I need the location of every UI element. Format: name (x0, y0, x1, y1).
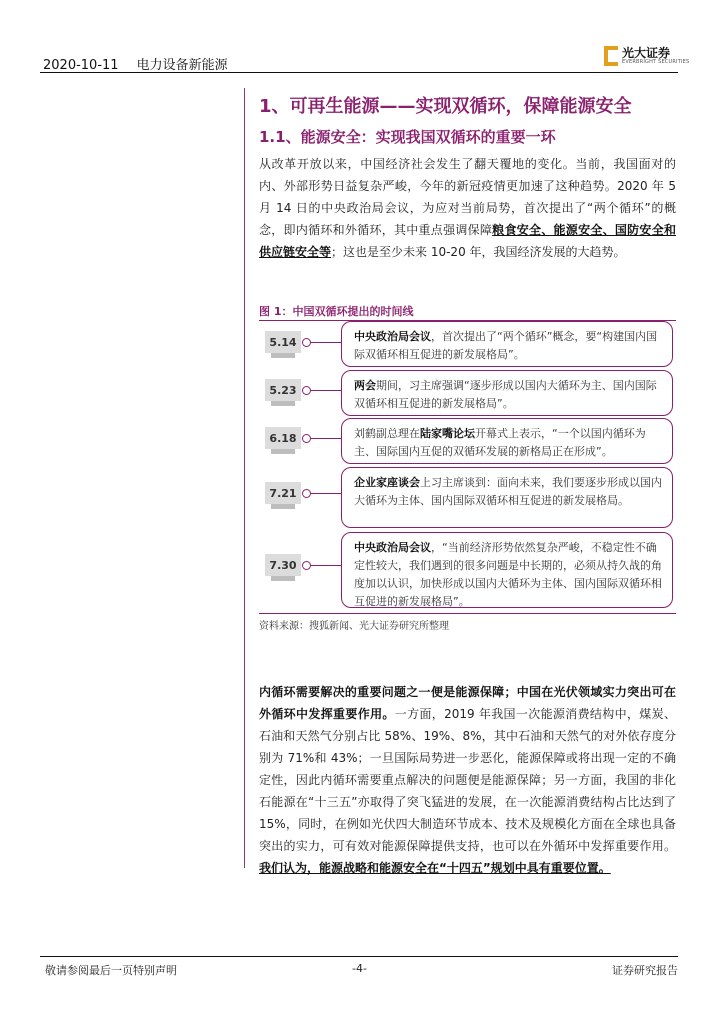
footer-divider (40, 956, 678, 957)
logo-mark-icon (604, 46, 618, 66)
analysis-lead: 内循环需要解决的重要问题之一便是能源保障；中国在光伏领域实力突出可在外循环中发挥重要作用。 (259, 685, 676, 721)
intro-emphasis: 粮食安全、能源安全、国防安全和供应链安全等 (259, 223, 676, 259)
header-left (43, 54, 246, 73)
event-title: 陆家嘴论坛 (420, 427, 475, 440)
event-title: 中央政治局会议 (354, 330, 431, 343)
timeline-card (341, 321, 673, 367)
timeline-dot-icon (302, 489, 311, 498)
analysis-text: 一方面，2019 年我国一次能源消费结构中，煤炭、石油和天然气分别占比 58%、19%、8%，其中石油和天然气的对外依存度分别为 71%和 43%；一旦国际局势进一步恶化，能源保障或将出现一定的不确定性，因此内循环需要重点解决的问题便是能源保障；另一方面，我国的非化石能源在“十三五”亦取得了突飞猛进的发展，在一次能源消费结构占比达到了 15%，同时，在例如光伏四大制造环节成本、技术及规模化方面在全球也具备突出的实力，可有效对能源保障提供支持，也可以在外循环中发挥重要作用。 (259, 707, 676, 853)
timeline-date: 5.23 (265, 379, 301, 401)
timeline-connector (311, 438, 341, 439)
analysis-paragraph (259, 681, 676, 879)
event-text: 期间，习主席强调“逐步形成以国内大循环为主、国内国际双循环相互促进的新发展格局”。 (354, 379, 657, 410)
intro-paragraph (259, 153, 676, 263)
timeline-connector (311, 565, 341, 566)
analysis-conclusion: 我们认为，能源战略和能源安全在“十四五”规划中具有重要位置。 (259, 861, 611, 875)
timeline-card (341, 532, 673, 608)
timeline-dot-icon (302, 434, 311, 443)
timeline-connector (311, 342, 341, 343)
figure-title: 图 1：中国双循环提出的时间线 (259, 305, 414, 318)
event-text: ，首次提出了“两个循环”概念，要“构建国内国际双循环相互促进的新发展格局”。 (354, 330, 658, 361)
timeline-date: 5.14 (265, 331, 301, 353)
subsection-heading: 1.1、能源安全：实现我国双循环的重要一环 (259, 128, 556, 146)
event-prefix: 刘鹤副总理在 (354, 427, 420, 440)
section-side-rule (244, 88, 245, 868)
timeline-date: 7.21 (265, 482, 301, 504)
intro-text-end: ；这也是至少未来 10-20 年，我国经济发展的大趋势。 (331, 245, 626, 259)
event-text: 上习主席谈到：面向未来，我们要逐步形成以国内大循环为主体、国内国际双循环相互促进的新发展格局。 (354, 476, 662, 507)
event-title: 企业家座谈会 (354, 476, 420, 489)
timeline-dot-icon (302, 561, 311, 570)
timeline-dot-icon (302, 338, 311, 347)
figure-source: 资料来源：搜狐新闻、光大证券研究所整理 (259, 621, 449, 632)
company-logo (604, 46, 689, 66)
logo-name-cn: 光大证券 (622, 46, 671, 60)
timeline-date: 7.30 (265, 554, 301, 576)
timeline-card (341, 418, 673, 464)
event-title: 中央政治局会议 (354, 541, 431, 554)
logo-name-en: EVERBRIGHT SECURITIES (622, 59, 690, 65)
timeline-date: 6.18 (265, 427, 301, 449)
event-text: ，“当前经济形势依然复杂严峻，不稳定性不确定性较大，我们遇到的很多问题是中长期的，必须从持久战的角度加以认识，加快形成以国内大循环为主体、国内国际双循环相互促进的新发展格局”。 (354, 541, 662, 608)
report-date: 2020-10-11 (43, 58, 119, 73)
event-title: 两会 (354, 379, 376, 392)
footer-disclaimer: 敬请参阅最后一页特别声明 (45, 964, 177, 977)
report-category: 电力设备新能源 (136, 58, 228, 73)
timeline-dot-icon (302, 386, 311, 395)
timeline-connector (311, 390, 341, 391)
timeline-connector (311, 493, 341, 494)
header-divider (40, 72, 678, 73)
page-number: -4- (352, 962, 367, 975)
figure-bottom-rule (259, 613, 676, 614)
timeline-card (341, 370, 673, 416)
event-text: 开幕式上表示，“一个以国内循环为主、国际国内互促的双循环发展的新格局正在形成”。 (354, 427, 646, 458)
section-heading: 1、可再生能源——实现双循环，保障能源安全 (259, 96, 632, 117)
footer-report-type: 证券研究报告 (612, 964, 678, 977)
intro-text: 从改革开放以来，中国经济社会发生了翻天覆地的变化。当前，我国面对的内、外部形势日益复杂严峻，今年的新冠疫情更加速了这种趋势。2020 年 5 月 14 日的中央政治局会议，为应对当前局势，首次提出了“两个循环”的概念，即内循环和外循环，其中重点强调保障 (259, 157, 676, 237)
timeline-card (341, 467, 673, 528)
